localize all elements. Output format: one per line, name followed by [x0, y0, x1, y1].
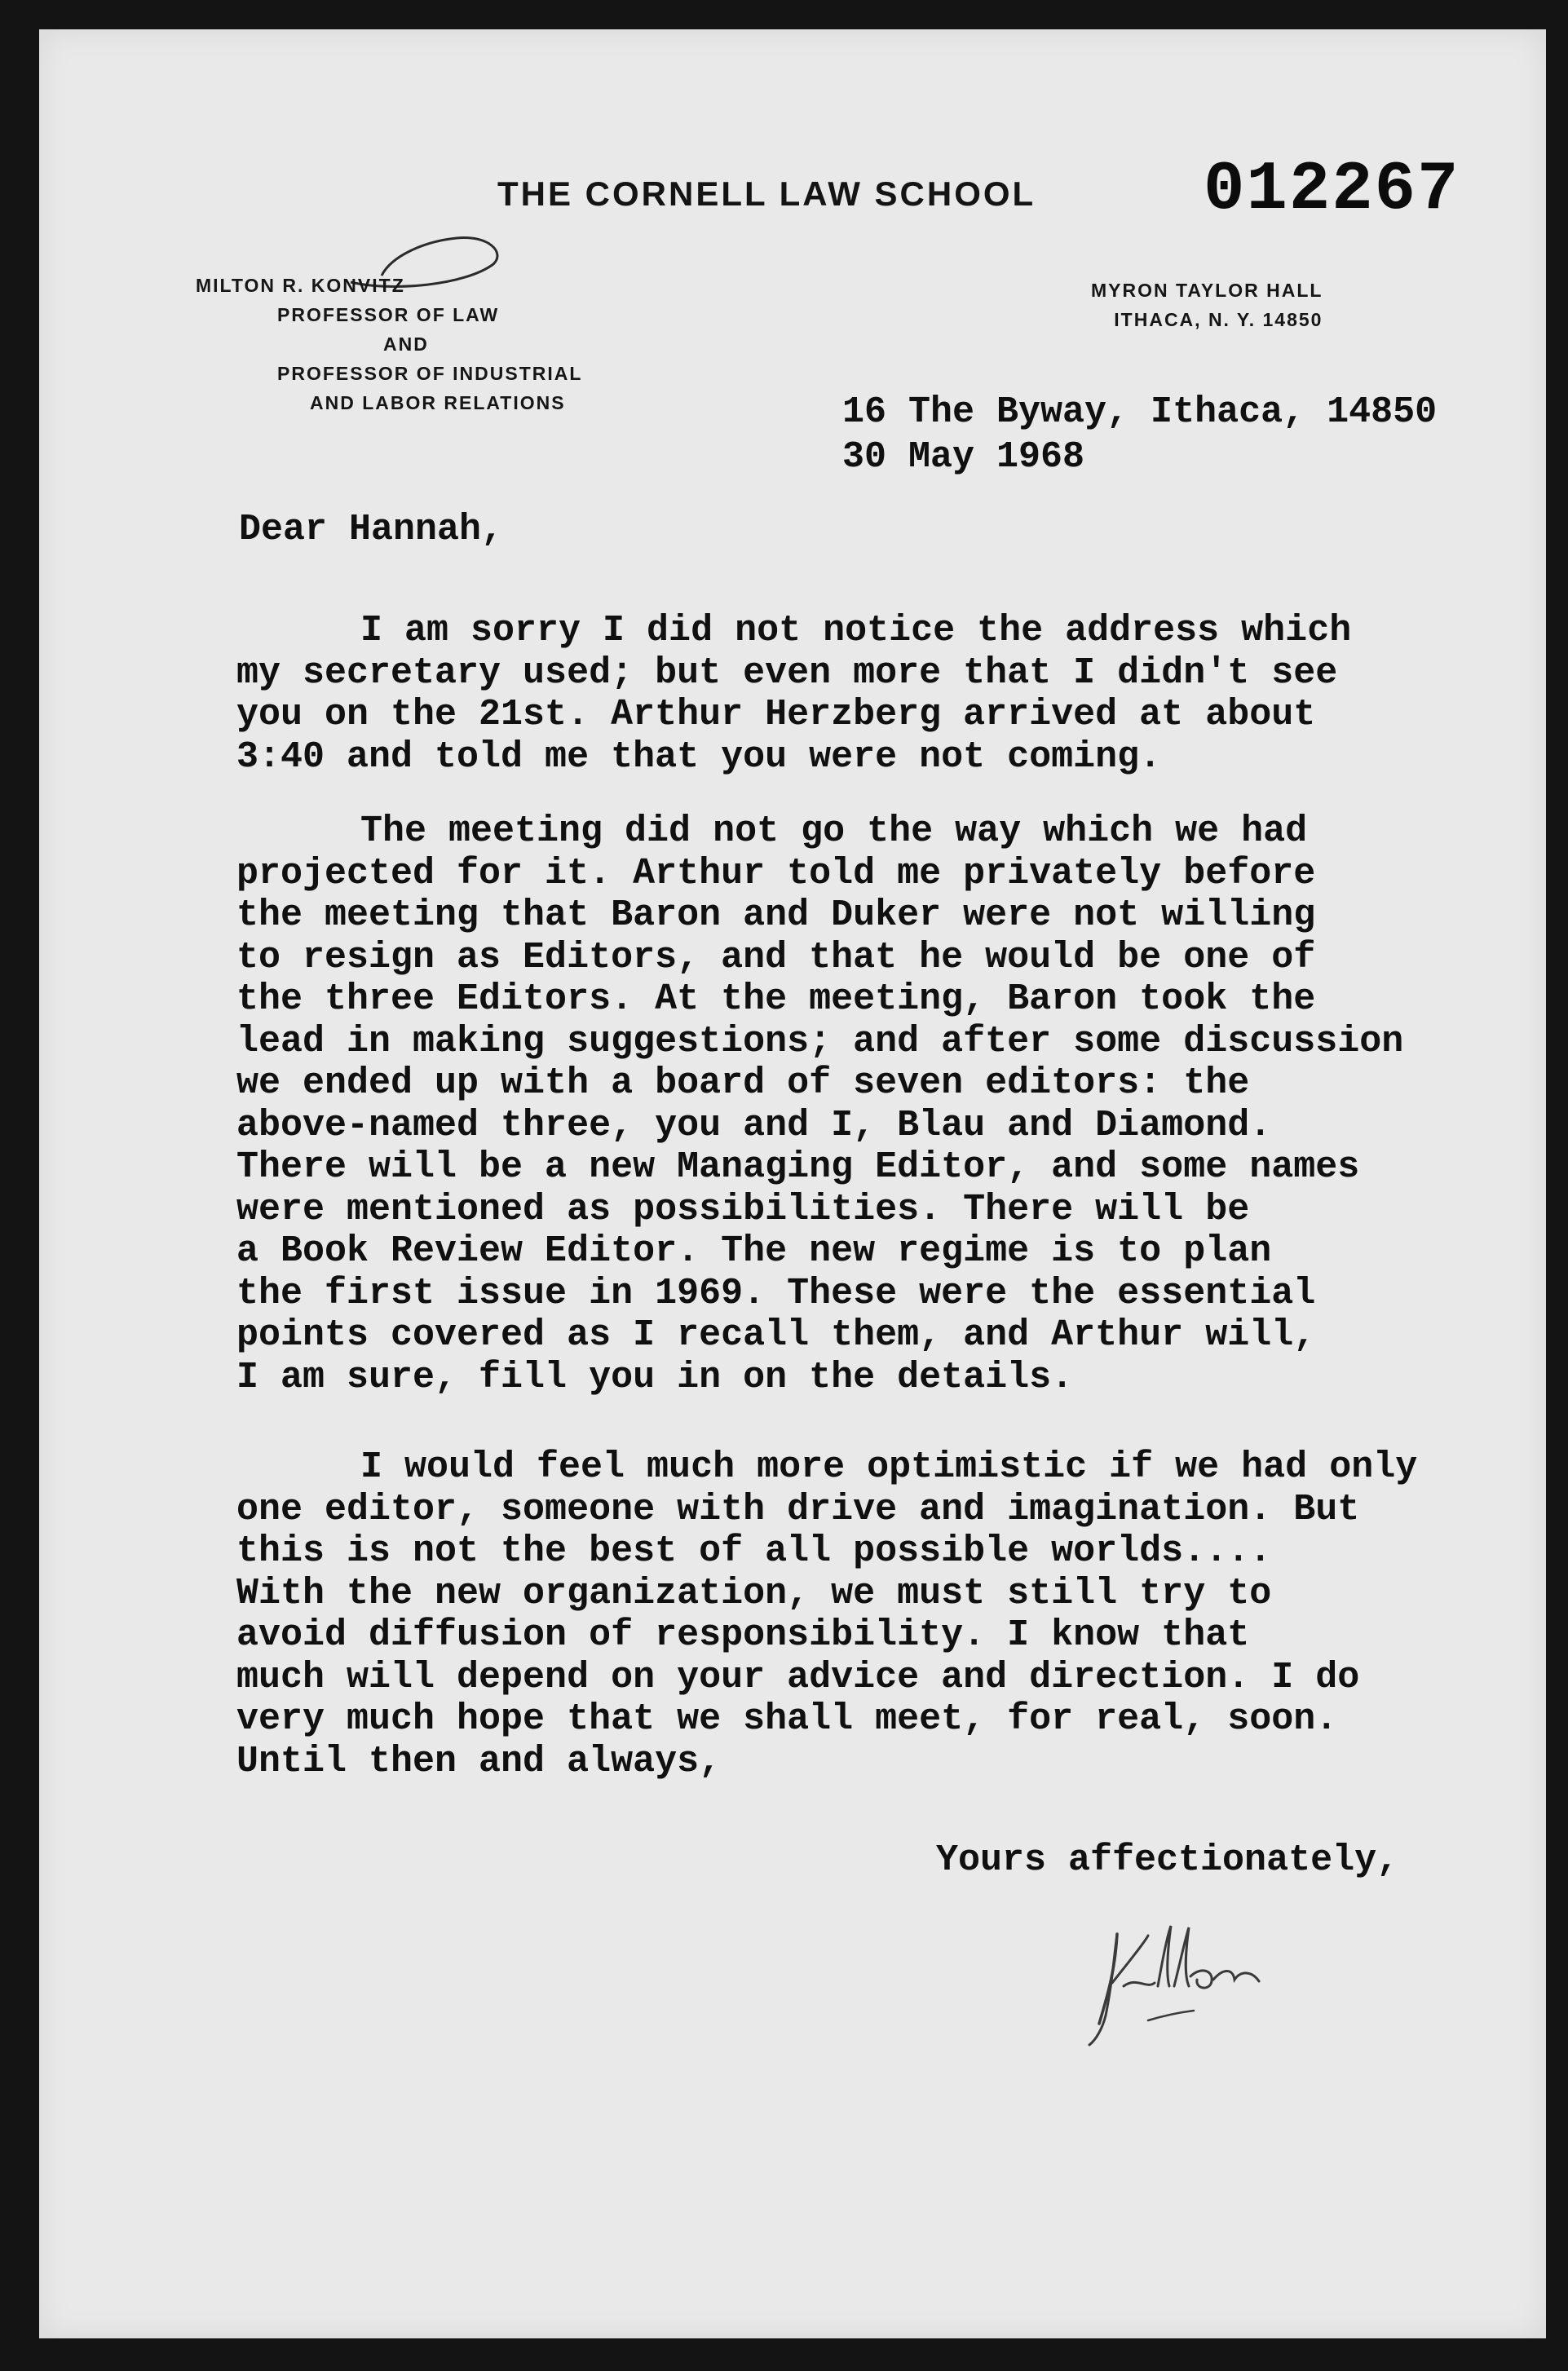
letterhead-institution: THE CORNELL LAW SCHOOL — [497, 174, 1036, 213]
paragraph-line: this is not the best of all possible worlds.... — [236, 1530, 1272, 1572]
paragraph-line: The meeting did not go the way which we had — [360, 810, 1308, 852]
letterhead-sender — [196, 271, 582, 417]
paragraph-line: I am sure, fill you in on the details. — [236, 1356, 1074, 1398]
sender-title-1: PROFESSOR OF LAW — [277, 304, 500, 325]
letterhead-address — [1091, 276, 1323, 334]
paragraph-line: you on the 21st. Arthur Herzberg arrived at about — [236, 694, 1316, 735]
paragraph-2 — [236, 810, 1403, 1398]
paragraph-1 — [236, 610, 1351, 778]
paragraph-line: avoid diffusion of responsibility. I know that — [236, 1614, 1250, 1656]
paragraph-line: I would feel much more optimistic if we had only — [360, 1446, 1418, 1488]
sender-title-and: AND — [383, 333, 429, 355]
sender-address-date — [842, 390, 1437, 479]
paragraph-line: the three Editors. At the meeting, Baron took the — [236, 978, 1316, 1020]
document-number-stamp: 012267 — [1204, 152, 1460, 229]
paragraph-line: my secretary used; but even more that I didn't see — [236, 651, 1338, 694]
paragraph-3 — [236, 1446, 1417, 1782]
paragraph-line: above-named three, you and I, Blau and Diamond. — [236, 1104, 1272, 1146]
paragraph-line: Until then and always, — [236, 1740, 722, 1782]
sender-address: 16 The Byway, Ithaca, 14850 — [842, 391, 1438, 433]
paragraph-line: points covered as I recall them, and Arthur will, — [236, 1314, 1316, 1356]
paragraph-line: With the new organization, we must still try to — [236, 1572, 1272, 1614]
paragraph-line: projected for it. Arthur told me privately before — [236, 852, 1316, 894]
paragraph-line: we ended up with a board of seven editors: the — [236, 1062, 1250, 1104]
sender-title-3: AND LABOR RELATIONS — [310, 392, 566, 413]
paragraph-line: I am sorry I did not notice the address which — [360, 610, 1352, 651]
paragraph-line: There will be a new Managing Editor, and some names — [236, 1146, 1360, 1188]
sender-title-2: PROFESSOR OF INDUSTRIAL — [277, 363, 583, 384]
letter-date: 30 May 1968 — [842, 436, 1085, 478]
paragraph-line: much will depend on your advice and direction. I do — [236, 1656, 1360, 1698]
letterhead-city: ITHACA, N. Y. 14850 — [1114, 309, 1323, 330]
closing: Yours affectionately, — [936, 1839, 1399, 1881]
paragraph-line: to resign as Editors, and that he would be one of — [236, 936, 1316, 978]
paragraph-line: very much hope that we shall meet, for real, soon. — [236, 1698, 1338, 1740]
paragraph-line: one editor, someone with drive and imagination. But — [236, 1488, 1360, 1530]
letter-page — [39, 29, 1546, 2338]
paragraph-line: 3:40 and told me that you were not coming. — [236, 735, 1162, 778]
paragraph-line: lead in making suggestions; and after some discussion — [236, 1020, 1404, 1062]
salutation: Dear Hannah, — [239, 509, 504, 550]
sender-name: MILTON R. KONVITZ — [196, 275, 405, 296]
paragraph-line: the first issue in 1969. These were the essential — [236, 1272, 1316, 1314]
paragraph-line: a Book Review Editor. The new regime is to plan — [236, 1230, 1272, 1272]
paragraph-line: the meeting that Baron and Duker were not willing — [236, 894, 1316, 936]
handwritten-signature — [1067, 1901, 1311, 2064]
letterhead-building: MYRON TAYLOR HALL — [1091, 280, 1323, 301]
paragraph-line: were mentioned as possibilities. There will be — [236, 1188, 1250, 1230]
